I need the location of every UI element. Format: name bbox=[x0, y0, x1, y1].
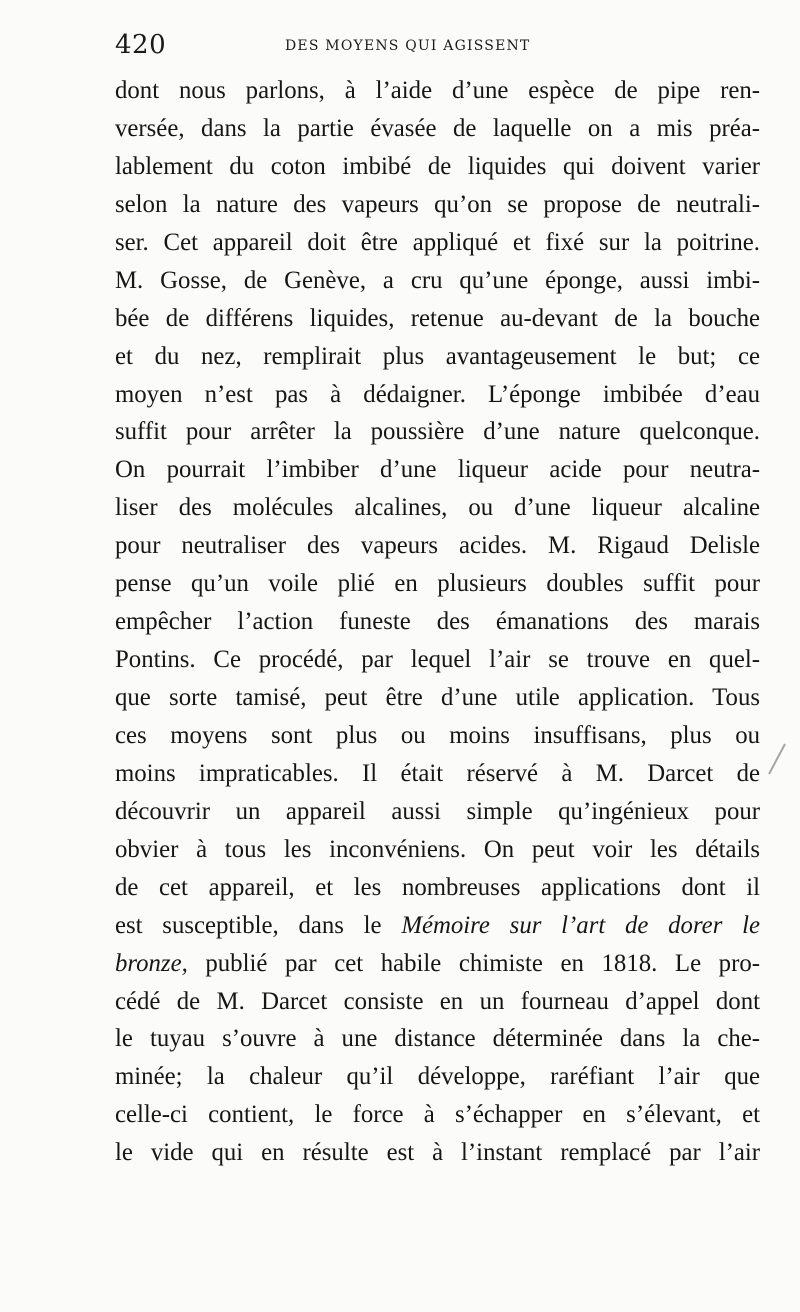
text-line: empêcher l’action funeste des émanations des marais bbox=[115, 608, 760, 636]
text-segment: est susceptible, dans le bbox=[115, 911, 402, 939]
body-text bbox=[115, 72, 760, 1172]
text-line: ser. Cet appareil doit être appliqué et fixé sur la poitrine. bbox=[115, 228, 760, 256]
page-number: 420 bbox=[115, 30, 167, 60]
italic-title: bronze, bbox=[115, 949, 188, 977]
text-line: pour neutraliser des vapeurs acides. M. Rigaud Delisle bbox=[115, 532, 760, 560]
text-line-with-italic bbox=[115, 945, 760, 983]
running-head: DES MOYENS QUI AGISSENT bbox=[285, 38, 531, 54]
text-line: pense qu’un voile plié en plusieurs doubles suffit pour bbox=[115, 570, 760, 598]
text-line: obvier à tous les inconvéniens. On peut voir les détails bbox=[115, 835, 760, 863]
text-line: le tuyau s’ouvre à une distance déterminée dans la che- bbox=[115, 1025, 760, 1053]
text-line: et du nez, remplirait plus avantageusement le but; ce bbox=[115, 342, 760, 370]
text-line: dont nous parlons, à l’aide d’une espèce de pipe ren- bbox=[115, 77, 760, 104]
text-line: cédé de M. Darcet consiste en un fourneau d’appel dont bbox=[115, 987, 760, 1015]
text-line: M. Gosse, de Genève, a cru qu’une éponge, aussi imbi- bbox=[115, 266, 760, 294]
text-line: On pourrait l’imbiber d’une liqueur acide pour neutra- bbox=[115, 456, 760, 484]
text-line: versée, dans la partie évasée de laquelle on a mis préa- bbox=[115, 114, 760, 142]
text-segment: publié par cet habile chimiste en 1818. Le pro- bbox=[187, 949, 760, 977]
margin-pencil-mark bbox=[768, 744, 786, 775]
text-line: liser des molécules alcalines, ou d’une liqueur alcaline bbox=[115, 494, 760, 522]
text-line: de cet appareil, et les nombreuses applications dont il bbox=[115, 873, 760, 901]
text-line: que sorte tamisé, peut être d’une utile application. Tous bbox=[115, 684, 760, 711]
text-line: celle-ci contient, le force à s’échapper en s’élevant, et bbox=[115, 1101, 760, 1129]
text-line: découvrir un appareil aussi simple qu’ingénieux pour bbox=[115, 797, 760, 825]
text-line: suffit pour arrêter la poussière d’une nature quelconque. bbox=[115, 418, 760, 446]
italic-title: Mémoire sur l’art de dorer le bbox=[401, 911, 760, 939]
text-line: lablement du coton imbibé de liquides qui doivent varier bbox=[115, 152, 760, 180]
text-line: selon la nature des vapeurs qu’on se propose de neutrali- bbox=[115, 190, 760, 218]
text-line: moyen n’est pas à dédaigner. L’éponge imbibée d’eau bbox=[115, 380, 760, 408]
text-line-with-italic bbox=[115, 907, 760, 945]
text-line: moins impraticables. Il était réservé à M. Darcet de bbox=[115, 759, 760, 787]
text-line: le vide qui en résulte est à l’instant remplacé par l’air bbox=[115, 1139, 760, 1167]
text-line: bée de différens liquides, retenue au-devant de la bouche bbox=[115, 304, 760, 332]
text-line: ces moyens sont plus ou moins insuffisans, plus ou bbox=[115, 721, 760, 749]
page-header bbox=[115, 30, 755, 64]
text-line: Pontins. Ce procédé, par lequel l’air se trouve en quel- bbox=[115, 646, 760, 674]
text-line: minée; la chaleur qu’il développe, raréfiant l’air que bbox=[115, 1063, 760, 1091]
